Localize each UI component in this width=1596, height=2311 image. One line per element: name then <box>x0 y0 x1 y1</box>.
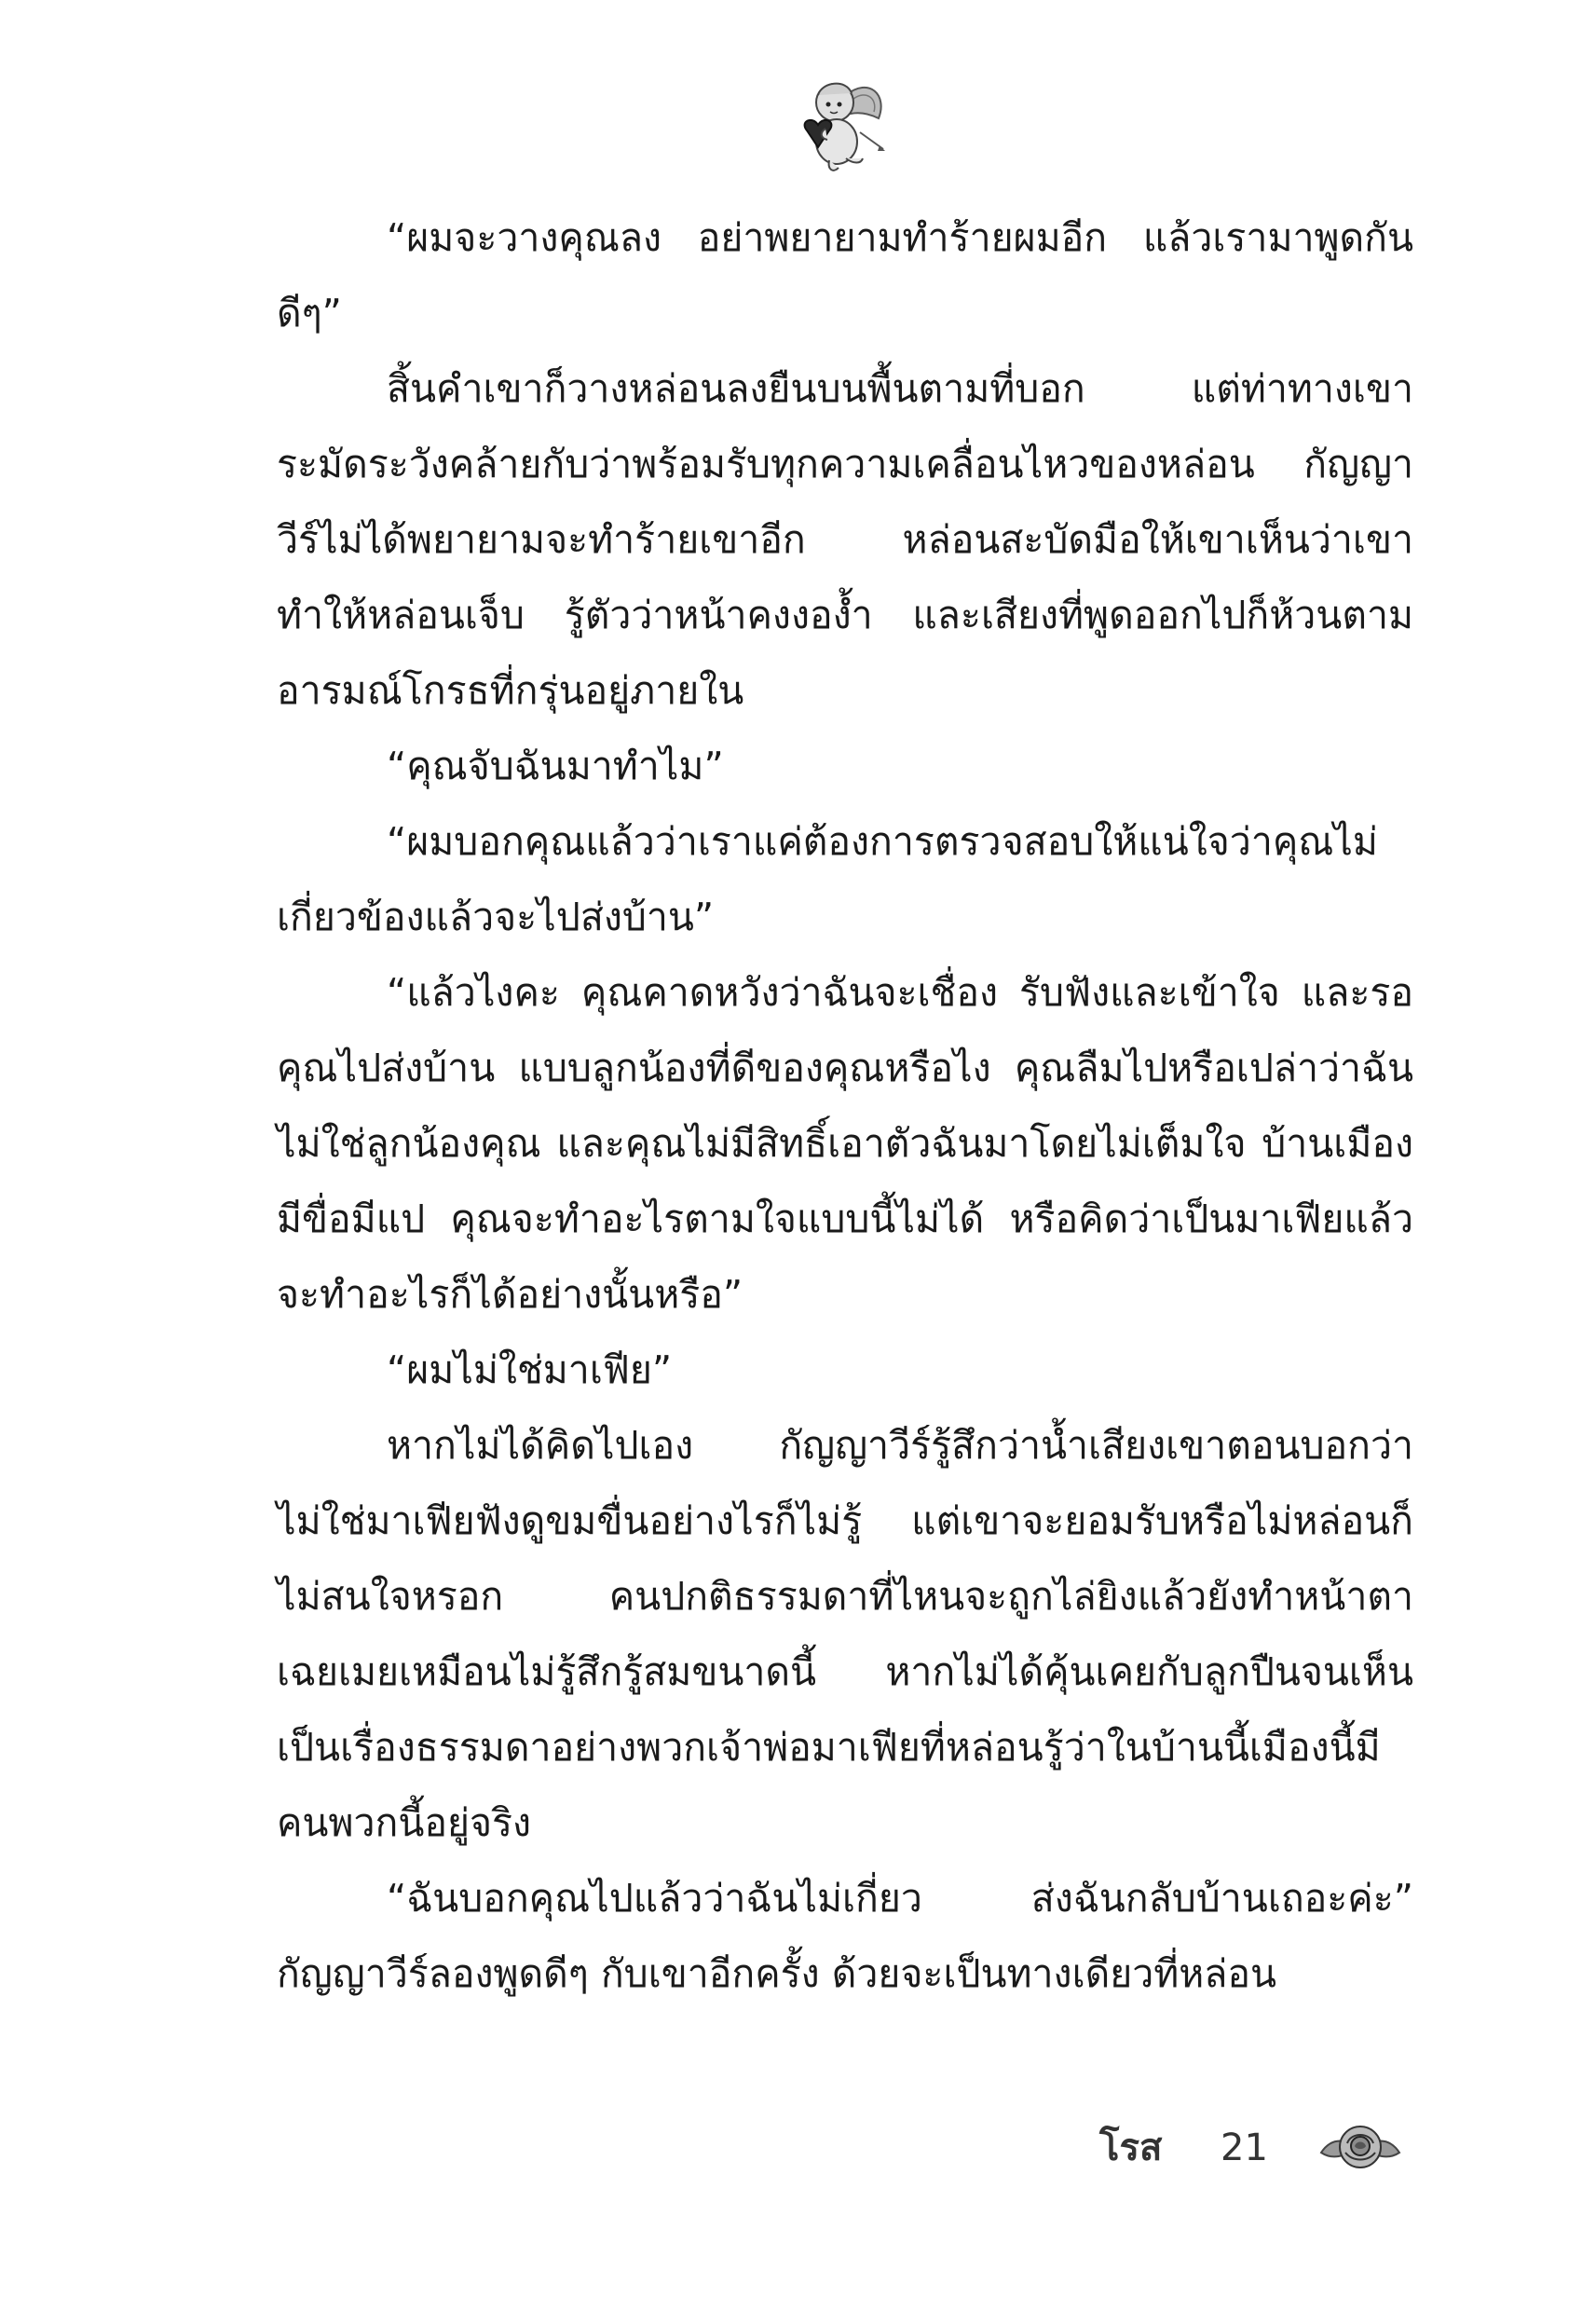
paragraph: “ฉันบอกคุณไปแล้วว่าฉันไม่เกี่ยว ส่งฉันกลับบ้านเถอะค่ะ” กัญญาวีร์ลองพูดดีๆ กับเขาอีกครั้ง ด้วยจะเป็นทางเดียวที่หล่อน <box>277 1876 1413 1996</box>
paragraph: “แล้วไงคะ คุณคาดหวังว่าฉันจะเชื่อง รับฟังและเข้าใจ และรอคุณไปส่งบ้าน แบบลูกน้องที่ดีของคุณหรือไง คุณลืมไปหรือเปล่าว่าฉันไม่ใช่ลูกน้องคุณ และคุณไม่มีสิทธิ์เอาตัวฉันมาโดยไม่เต็มใจ บ้านเมืองมีขื่อมีแป คุณจะทำอะไรตามใจแบบนี้ไม่ได้ หรือคิดว่าเป็นมาเฟียแล้วจะทำอะไรก็ได้อย่างนั้นหรือ” <box>277 970 1413 1317</box>
page-footer <box>1099 2120 1435 2176</box>
paragraph: “คุณจับฉันมาทำไม” <box>387 744 724 788</box>
running-title: โรส <box>1099 2126 1163 2169</box>
body-text <box>277 200 1413 2012</box>
page-number: 21 <box>1221 2126 1268 2169</box>
rose-icon <box>1314 2115 1407 2181</box>
paragraph: “ผมบอกคุณแล้วว่าเราแค่ต้องการตรวจสอบให้แน่ใจว่าคุณไม่เกี่ยวข้องแล้วจะไปส่งบ้าน” <box>277 819 1378 939</box>
paragraph: หากไม่ได้คิดไปเอง กัญญาวีร์รู้สึกว่าน้ำเสียงเขาตอนบอกว่าไม่ใช่มาเฟียฟังดูขมขื่นอย่างไรก็ไม่รู้ แต่เขาจะยอมรับหรือไม่หล่อนก็ไม่สนใจหรอก คนปกติธรรมดาที่ไหนจะถูกไล่ยิงแล้วยังทำหน้าตาเฉยเมยเหมือนไม่รู้สึกรู้สมขนาดนี้ หากไม่ได้คุ้นเคยกับลูกปืนจนเห็นเป็นเรื่องธรรมดาอย่างพวกเจ้าพ่อมาเฟียที่หล่อนรู้ว่าในบ้านนี้เมืองนี้มีคนพวกนี้อยู่จริง <box>277 1423 1413 1845</box>
paragraph: “ผมไม่ใช่มาเฟีย” <box>387 1347 673 1392</box>
paragraph: สิ้นคำเขาก็วางหล่อนลงยืนบนพื้นตามที่บอก แต่ท่าทางเขาระมัดระวังคล้ายกับว่าพร้อมรับทุกความเคลื่อนไหวของหล่อน กัญญาวีร์ไม่ได้พยายามจะทำร้ายเขาอีก หล่อนสะบัดมือให้เขาเห็นว่าเขาทำให้หล่อนเจ็บ รู้ตัวว่าหน้าคงงอง้ำ และเสียงที่พูดออกไปก็ห้วนตามอารมณ์โกรธที่กรุ่นอยู่ภายใน <box>277 366 1413 713</box>
paragraph: “ผมจะวางคุณลง อย่าพยายามทำร้ายผมอีก แล้วเรามาพูดกันดีๆ” <box>277 215 1413 335</box>
cupid-with-heart-icon <box>781 67 893 179</box>
